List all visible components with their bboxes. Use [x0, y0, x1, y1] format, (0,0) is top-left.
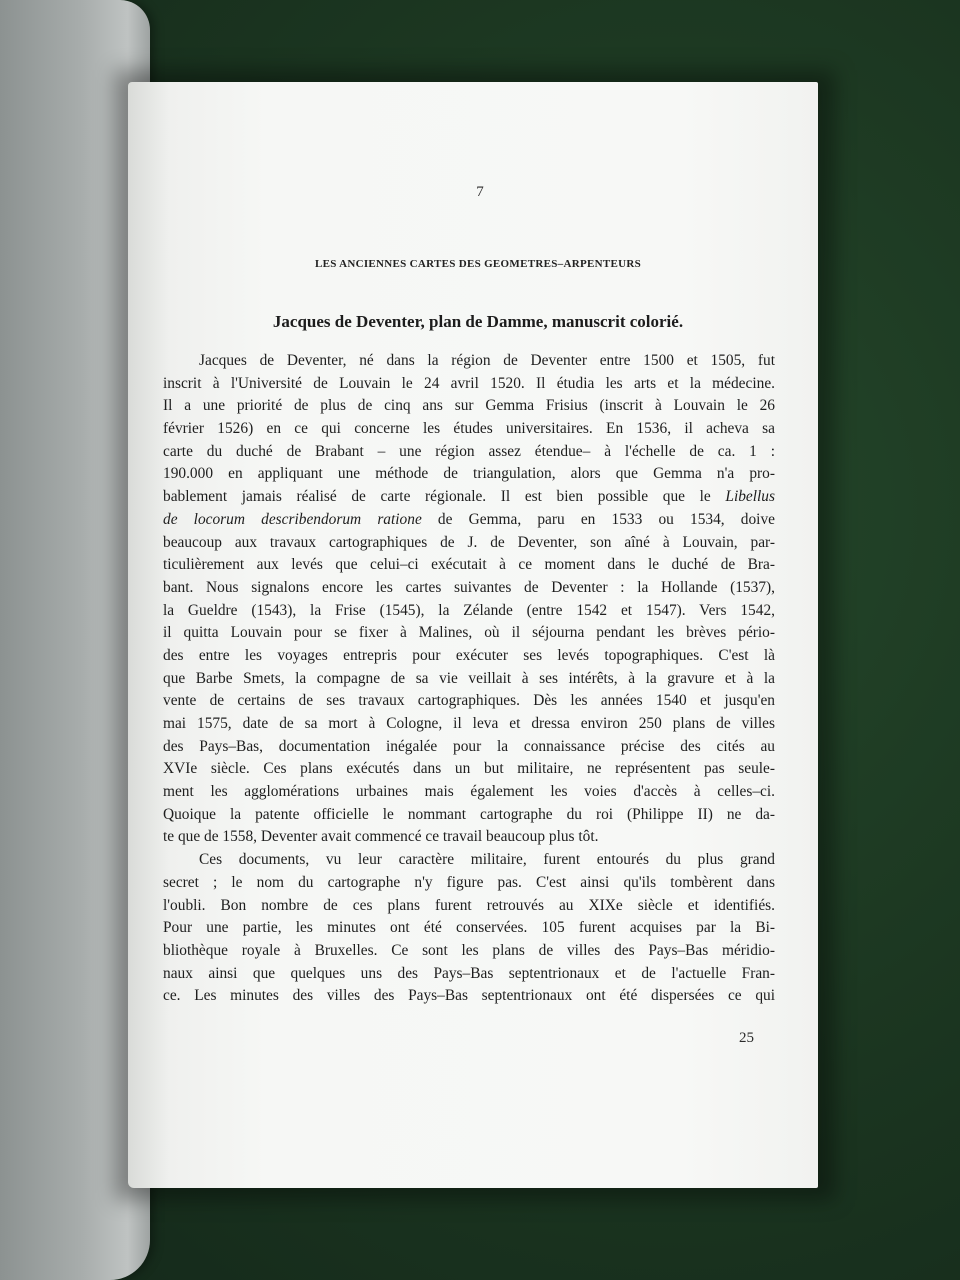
- text-line: inscrit à l'Université de Louvain le 24 avril 1520. Il étudia les arts et la médecine.: [163, 374, 775, 392]
- text-line: bliothèque royale à Bruxelles. Ce sont les plans de villes des Pays–Bas méridio-: [163, 941, 775, 959]
- page-number-bottom: 25: [739, 1030, 754, 1046]
- text-line: secret ; le nom du cartographe n'y figure pas. C'est ainsi qu'ils tombèrent dans: [163, 873, 775, 891]
- book-page: [128, 82, 818, 1188]
- text-line: ticulièrement aux levés que celui–ci exécutait à ce moment dans le duché de Bra-: [163, 556, 775, 574]
- text-segment: de Gemma, paru en 1533 ou 1534, doive: [421, 510, 775, 528]
- text-line: naux ainsi que quelques uns des Pays–Bas septentrionaux et de l'actuelle Fran-: [163, 964, 775, 982]
- text-line: février 1526) en ce qui concerne les études universitaires. En 1536, il acheva sa: [163, 420, 775, 438]
- article-title: Jacques de Deventer, plan de Damme, manuscrit colorié.: [272, 312, 684, 331]
- text-line: la Gueldre (1543), la Frise (1545), la Zélande (entre 1542 et 1547). Vers 1542,: [163, 601, 775, 619]
- text-line: carte du duché de Brabant – une région assez étendue– à l'échelle de ca. 1 :: [163, 442, 775, 460]
- text-line: vente de certains de ses travaux cartographiques. Dès les années 1540 et jusqu'en: [163, 692, 775, 710]
- text-line: 190.000 en appliquant une méthode de triangulation, alors que Gemma n'a pro-: [163, 465, 775, 483]
- text-line: Il a une priorité de plus de cinq ans sur Gemma Frisius (inscrit à Louvain le 26: [163, 397, 775, 415]
- text-line: Quoique la patente officielle le nommant cartographe du roi (Philippe II) ne da-: [163, 805, 775, 823]
- text-line: [163, 486, 775, 509]
- text-line: Jacques de Deventer, né dans la région de Deventer entre 1500 et 1505, fut: [199, 352, 775, 369]
- text-line: des Pays–Bas, documentation inégalée pour la connaissance précise des cités au: [163, 737, 775, 755]
- text-line: mai 1575, date de sa mort à Cologne, il leva et dressa environ 250 plans de villes: [163, 715, 775, 732]
- italic-title: de locorum describendorum ratione: [163, 510, 422, 528]
- text-line: il quitta Louvain pour se fixer à Malines, où il séjourna pendant les brèves pério-: [163, 624, 775, 642]
- text-segment: bablement jamais réalisé de carte régionale. Il est bien possible que le: [163, 488, 711, 506]
- text-line: Pour une partie, les minutes ont été conservées. 105 furent acquises par la Bi-: [163, 919, 775, 937]
- text-line: beaucoup aux travaux cartographiques de J. de Deventer, son aîné à Louvain, par-: [163, 533, 775, 551]
- italic-title: Libellus: [725, 488, 775, 506]
- text-line: XVIe siècle. Ces plans exécutés dans un but militaire, ne représentent pas seule-: [163, 760, 775, 778]
- text-line: te que de 1558, Deventer avait commencé ce travail beaucoup plus tôt.: [163, 828, 599, 846]
- text-line: Ces documents, vu leur caractère militaire, furent entourés du plus grand: [199, 851, 775, 869]
- text-line: bant. Nous signalons encore les cartes suivantes de Deventer : la Hollande (1537),: [163, 578, 775, 596]
- body-text: [163, 350, 775, 1008]
- text-line: que Barbe Smets, la compagne de sa vie veillait à ses intérêts, à la gravure et à la: [163, 669, 775, 687]
- section-heading: LES ANCIENNES CARTES DES GEOMETRES–ARPENTEURS: [314, 258, 642, 270]
- text-line: l'oubli. Bon nombre de ces plans furent retrouvés au XIXe siècle et identifiés.: [163, 896, 775, 914]
- page-number-top: 7: [476, 184, 484, 200]
- text-line: [163, 509, 775, 532]
- text-line: des entre les voyages entrepris pour exécuter ses levés topographiques. C'est là: [163, 646, 775, 664]
- text-line: ce. Les minutes des villes des Pays–Bas septentrionaux ont été dispersées ce qui: [163, 987, 775, 1005]
- text-line: ment les agglomérations urbaines mais également les voies d'accès à celles–ci.: [163, 783, 775, 801]
